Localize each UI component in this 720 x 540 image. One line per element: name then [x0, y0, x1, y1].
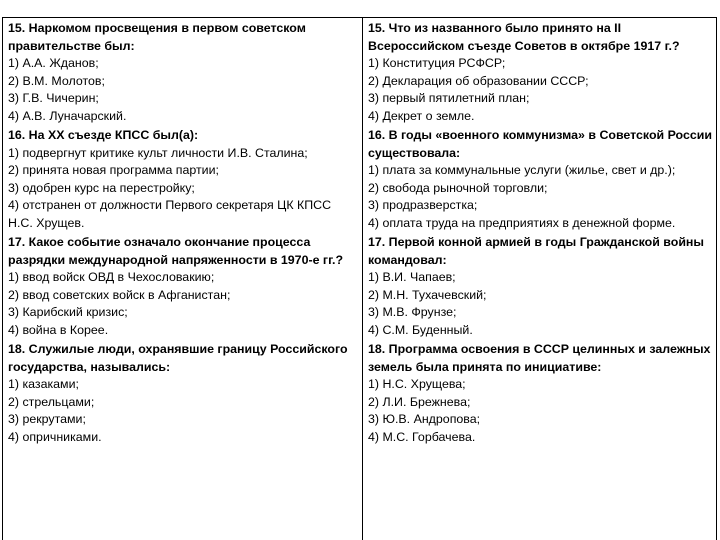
question-title: 16. В годы «военного коммунизма» в Советской России существовала: [368, 128, 712, 160]
answer-option: 4) А.В. Луначарский. [8, 108, 127, 123]
question-title: 17. Первой конной армией в годы Гражданской войны командовал: [368, 235, 704, 267]
answer-option: 2) Л.И. Брежнева; [368, 394, 471, 409]
answer-option: 4) опричниками. [8, 429, 102, 444]
answer-option: 3) Ю.В. Андропова; [368, 412, 481, 426]
question-block [8, 20, 356, 125]
answer-option: 3) рекрутами; [8, 412, 86, 426]
answer-option: 4) М.С. Горбачева. [368, 429, 476, 444]
answer-option: 2) свобода рыночной торговли; [368, 180, 548, 195]
question-title: 17. Какое событие означало окончание процесса разрядки международной напряженности в 1970-е гг.? [8, 235, 344, 267]
answer-option: 2) М.Н. Тухачевский; [368, 287, 487, 302]
question-table [2, 17, 717, 540]
answer-option: 4) оплата труда на предприятиях в денежной форме. [368, 215, 676, 230]
answer-option: 1) подвергнут критике культ личности И.В. Сталина; [8, 145, 308, 160]
answer-option: 3) одобрен курс на перестройку; [8, 180, 195, 195]
answer-option: 4) С.М. Буденный. [368, 322, 473, 337]
question-title: 15. Что из названного было принято на II Всероссийском съезде Советов в октябре 1917 г.? [368, 21, 680, 53]
question-block [368, 127, 714, 232]
answer-option: 1) плата за коммунальные услуги (жилье, свет и др.); [368, 163, 676, 177]
answer-option: 3) первый пятилетний план; [368, 91, 530, 105]
answer-option: 2) Декларация об образовании СССР; [368, 73, 589, 88]
question-block [368, 20, 714, 125]
answer-option: 4) отстранен от должности Первого секретаря ЦК КПСС Н.С. Хрущев. [8, 198, 332, 230]
answer-option: 2) В.М. Молотов; [8, 73, 105, 88]
question-block [8, 234, 356, 339]
question-block [368, 341, 714, 446]
question-title: 18. Программа освоения в СССР целинных и залежных земель была принята по инициативе: [368, 342, 711, 374]
answer-option: 3) Г.В. Чичерин; [8, 91, 99, 105]
answer-option: 3) продразверстка; [368, 198, 478, 212]
answer-option: 3) М.В. Фрунзе; [368, 305, 457, 319]
question-block [368, 234, 714, 339]
answer-option: 1) Н.С. Хрущева; [368, 377, 466, 391]
answer-option: 2) принята новая программа партии; [8, 163, 219, 177]
answer-option: 2) ввод советских войск в Афганистан; [8, 287, 231, 302]
answer-option: 4) война в Корее. [8, 322, 109, 337]
question-block [8, 341, 356, 446]
right-column [368, 20, 714, 446]
answer-option: 1) А.А. Жданов; [8, 56, 99, 70]
answer-option: 4) Декрет о земле. [368, 108, 475, 123]
answer-option: 1) В.И. Чапаев; [368, 270, 456, 284]
left-column [8, 20, 356, 446]
answer-option: 1) ввод войск ОВД в Чехословакию; [8, 270, 215, 284]
answer-option: 1) казаками; [8, 377, 79, 391]
answer-option: 2) стрельцами; [8, 394, 95, 409]
question-title: 18. Служилые люди, охранявшие границу Российского государства, назывались: [8, 342, 348, 374]
column-divider [362, 18, 363, 540]
question-title: 16. На XX съезде КПСС был(а): [8, 128, 199, 142]
answer-option: 1) Конституция РСФСР; [368, 56, 506, 70]
answer-option: 3) Карибский кризис; [8, 305, 128, 319]
question-block [8, 127, 356, 232]
question-title: 15. Наркомом просвещения в первом советском правительстве был: [8, 21, 306, 53]
